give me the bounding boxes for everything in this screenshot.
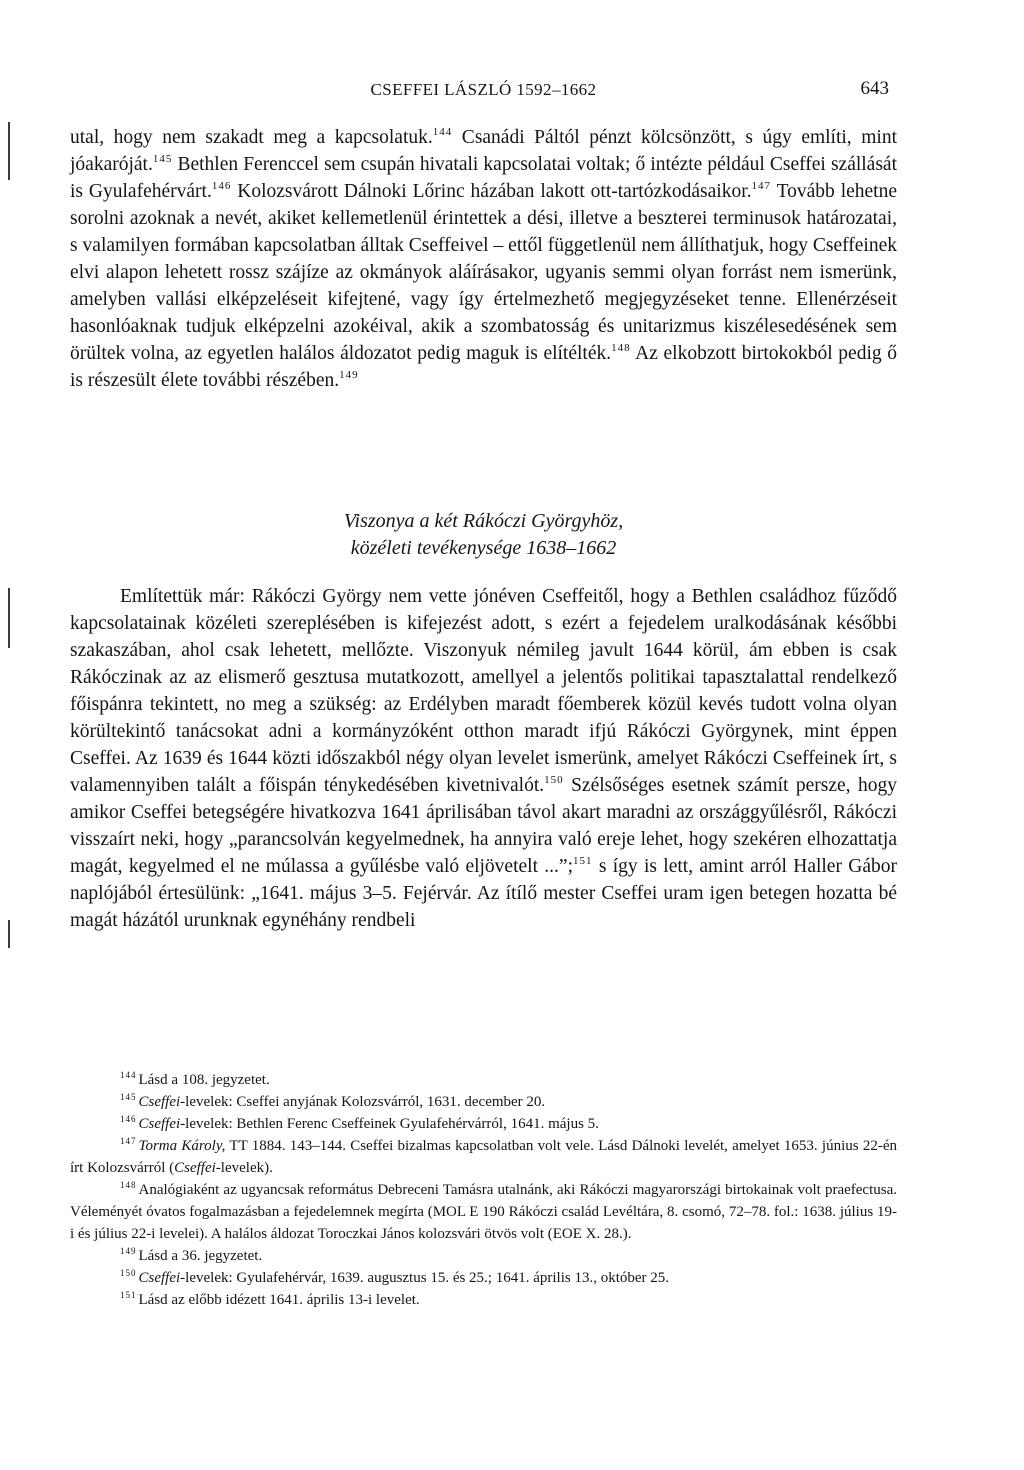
footnote-number: 145 — [120, 1092, 137, 1102]
footnote-ref: 150 — [544, 774, 564, 786]
section-heading-line-2: közéleti tevékenysége 1638–1662 — [350, 537, 617, 559]
paragraph — [70, 124, 897, 394]
footnote-146 — [70, 1113, 897, 1135]
footnote-italic: Cseffei — [138, 1270, 181, 1286]
footnote-ref: 147 — [751, 180, 771, 192]
footnote-text: -levelek: Cseffei anyjának Kolozsvárról, 1631. december 20. — [180, 1094, 546, 1110]
footnote-number: 149 — [120, 1246, 137, 1256]
footnote-number: 151 — [120, 1290, 137, 1300]
scan-edge-mark-lower — [8, 920, 10, 948]
text-run: Bethlen Ferenccel sem csupán hivatali kapcsolatai voltak; ő intézte például Cseffei szállását is Gyulafehérvárt. — [70, 154, 897, 202]
text-run: Csanádi Páltól pénzt kölcsönzött, s úgy említi, mint jóakaróját. — [70, 127, 897, 175]
text-run: Tovább lehetne sorolni azoknak a nevét, akiket kellemetlenül érintettek a dési, illetve a beszterei terminusok határozatai, s valamilyen formában kapcsolatban álltak Cseffeivel – ettől függetlenül nem állíthatjuk, hogy Cseffeinek elvi alapon lehetett rossz szájíze az okmányok aláírásakor, ugyanis semmi olyan forrást nem ismerünk, amelyben vallási elképzeléseit kifejtené, vagy így értelmezhető megjegyzéseket tenne. Ellenérzéseit hasonlóaknak tudjuk elképzelni azokéival, akik a szombatosság és unitarizmus kiszélesedésének sem örültek volna, az egyetlen halálos áldozatot pedig maguk is elítélték. — [70, 181, 897, 364]
text-run: utal, hogy nem szakadt meg a kapcsolatuk. — [70, 127, 433, 148]
footnote-number: 146 — [120, 1114, 137, 1124]
footnote-italic: Cseffei — [174, 1160, 216, 1176]
footnote-text: Analógiaként az ugyancsak református Debreceni Tamásra utalnánk, aki Rákóczi magyarországi birtokainak volt praefectusa. Véleményét óvatos fogalmazásban a fejedelemnek megírta (MOL E 190 Rákóczi család Levéltára, 8. csomó, 72–78. fol.: 1638. július 19-i és július 22-i levelei). A halálos áldozat Toroczkai János kolozsvári ötvös volt (EOE X. 28.). — [70, 1182, 897, 1242]
section-heading-line-1: Viszonya a két Rákóczi Györgyhöz, — [343, 510, 624, 532]
footnote-italic: Cseffei — [138, 1094, 181, 1110]
footnote-145 — [70, 1091, 897, 1113]
text-run: s így is lett, amint arról Haller Gábor naplójából értesülünk: „1641. május 3–5. Fejérvár. Az ítílő mester Cseffei uram igen betegen hozatta bé magát házától urunknak egynéhány rendbeli — [70, 856, 898, 931]
footnote-148 — [70, 1179, 897, 1245]
footnote-147 — [70, 1135, 897, 1179]
footnote-number: 147 — [120, 1136, 137, 1146]
text-run: Kolozsvárott Dálnoki Lőrinc házában lakott ott-tartózkodásaikor. — [231, 181, 752, 202]
footnote-149 — [70, 1245, 897, 1267]
footnote-ref: 146 — [211, 180, 232, 192]
page-number: 643 — [860, 78, 889, 99]
page-header — [70, 80, 897, 104]
body-paragraph-1 — [70, 124, 897, 394]
footnote-text: -levelek: Bethlen Ferenc Cseffeinek Gyulafehérvárról, 1641. május 5. — [180, 1116, 599, 1132]
footnotes — [70, 1069, 897, 1311]
footnote-text: Lásd a 108. jegyzetet. — [138, 1072, 270, 1088]
footnote-italic: Torma Károly, — [138, 1138, 226, 1154]
footnote-text: -levelek). — [215, 1160, 273, 1176]
footnote-ref: 144 — [432, 126, 453, 138]
text-run: Említettük már: Rákóczi György nem vette jónéven Cseffeitől, hogy a Bethlen családhoz fűződő kapcsolatainak közéleti szereplésében is kifejezést adott, s ezért a fejedelem uralkodásának későbbi szakaszában, ahol csak lehetett, mellőzte. Viszonyuk némileg javult 1644 körül, ám ebben is csak Rákóczinak az az elismerő gesztusa mutatkozott, amellyel a jelentős politikai tapasztalattal rendelkező főispánra tekintett, no meg a szükség: az Erdélyben maradt főemberek közül kevés tudott volna olyan körültekintő tanácsokat adni a kormányzóként otthon maradt ifjú Rákóczi Györgynek, mint éppen Cseffei. Az 1639 és 1644 közti időszakból négy olyan levelet ismerünk, amelyet Rákóczi Cseffeinek írt, s valamennyiben talált a főispán ténykedésében kivetnivalót. — [70, 586, 897, 796]
footnote-ref: 145 — [152, 153, 173, 165]
footnote-ref: 149 — [339, 369, 359, 381]
footnote-number: 144 — [120, 1070, 137, 1080]
footnote-ref: 148 — [611, 342, 631, 354]
text-run: Az elkobzott birtokokból pedig ő is részesült élete további részében. — [70, 343, 897, 391]
footnote-151 — [70, 1289, 897, 1311]
scan-edge-mark-top — [8, 122, 10, 180]
footnote-text: -levelek: Gyulafehérvár, 1639. augusztus 15. és 25.; 1641. április 13., október 25. — [180, 1270, 670, 1286]
paragraph — [70, 583, 897, 934]
footnote-150 — [70, 1267, 897, 1289]
footnote-144 — [70, 1069, 897, 1091]
footnote-italic: Cseffei — [138, 1116, 181, 1132]
body-paragraph-2 — [70, 583, 897, 934]
footnote-ref: 151 — [573, 855, 593, 867]
footnote-text: Lásd a 36. jegyzetet. — [138, 1248, 263, 1264]
scan-edge-mark-middle — [8, 588, 10, 648]
text-run: Szélsőséges esetnek számít persze, hogy amikor Cseffei betegségére hivatkozva 1641 áprilisában távol akart maradni az országgyűlésről, Rákóczi visszaírt neki, hogy „parancsolván kegyelmednek, ha annyira való ereje lehet, hogy szekéren elhozattatja magát, kegyelmed el ne múlassa a gyűlésbe való eljövetelt ...”; — [70, 775, 897, 877]
section-heading — [70, 508, 897, 562]
footnote-number: 148 — [120, 1180, 137, 1190]
footnote-text: Lásd az előbb idézett 1641. április 13-i levelet. — [138, 1292, 420, 1308]
footnote-number: 150 — [120, 1268, 137, 1278]
footnote-text: TT 1884. 143–144. Cseffei bizalmas kapcsolatban volt vele. Lásd Dálnoki levelét, amelyet 1653. június 22-én írt Kolozsvárról ( — [70, 1138, 897, 1176]
running-title: CSEFFEI LÁSZLÓ 1592–1662 — [370, 80, 597, 99]
